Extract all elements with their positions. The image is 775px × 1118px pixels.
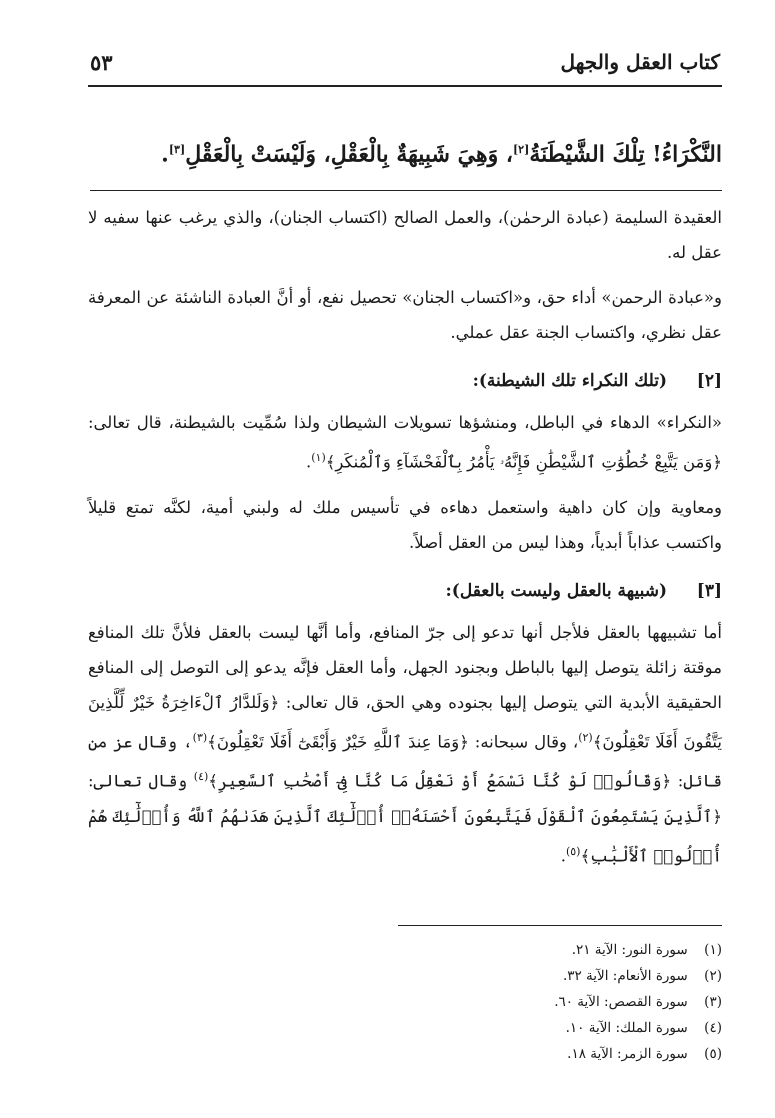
footnote-item (400, 937, 722, 963)
footnote-text: سورة النور: الآية ٢١. (571, 942, 688, 958)
footnotes (400, 937, 722, 1067)
footnote-ref-2: (٢) (578, 730, 593, 744)
paragraph-5-text-d: وقال تعالى: ﴿ٱلَّذِينَ يَسْتَمِعُونَ ٱلْقَوْلَ فَيَتَّبِعُونَ أَحْسَنَهُۥٓ أُو۟لَٰٓئِكَ ٱلَّذِينَ هَدَىٰهُمُ ٱللَّهُ وَأُو۟لَٰٓئِكَ هُمْ أُو۟لُوا۟ ٱلْأَلْبَٰبِ﴾ (88, 771, 722, 865)
footnote-number: (٣) (704, 994, 722, 1010)
footnote-item (400, 1015, 722, 1041)
paragraph-5-end: . (560, 846, 566, 865)
footnote-text: سورة القصص: الآية ٦٠. (554, 994, 688, 1010)
note-3-number: [٣] (696, 580, 722, 601)
verse-ref-b: [٣] (168, 143, 186, 156)
paragraph-2: و«عبادة الرحمن» أداء حق، و«اكتساب الجنان» تحصيل نفع، أو أنَّ العبادة الناشئة عن المعرفة عقل نظري، واكتساب الجنة عقل عملي. (88, 288, 722, 342)
footnote-number: (٤) (704, 1020, 722, 1036)
note-3-title: (شبيهة بالعقل وليست بالعقل): (445, 580, 667, 601)
verse-text-b: ، وَهِيَ شَبِيهَةٌ بِالْعَقْلِ، وَلَيْسَتْ بِالْعَقْلِ (185, 141, 513, 168)
verse-ref-a: [٢] (512, 143, 530, 156)
verse-text-c: . (161, 141, 169, 168)
verse-line (88, 130, 722, 174)
footnote-text: سورة الأنعام: الآية ٣٢. (562, 968, 688, 984)
paragraph-3-end: . (305, 452, 312, 472)
commentary-body (88, 200, 722, 883)
page-header (88, 48, 720, 84)
verse-text-a: النَّكْرَاءُ! تِلْكَ الشَّيْطَنَةُ (529, 141, 722, 168)
note-2-heading (88, 364, 722, 399)
footnote-item (400, 989, 722, 1015)
footnote-text: سورة الملك: الآية ١٠. (565, 1020, 688, 1036)
footnote-ref-5: (٥) (565, 844, 581, 858)
paragraph-5-text-c: ، وقال عز من قائل: ﴿وَقَالُوا۟ لَوْ كُنَّا نَسْمَعُ أَوْ نَعْقِلُ مَا كُنَّا فِىٓ أَصْحَٰبِ ٱلسَّعِيرِ﴾ (88, 732, 723, 791)
header-rule (88, 85, 722, 87)
footnote-ref-3: (٣) (192, 730, 208, 744)
footnote-text: سورة الزمر: الآية ١٨. (567, 1046, 688, 1062)
paragraph-3 (88, 405, 722, 480)
paragraph-4: ومعاوية وإن كان داهية واستعمل دهاءه في تأسيس ملك له ولبني أمية، لكنَّه تمتع قليلاً واكتسب عذاباً أبدياً، وهذا ليس من العقل أصلاً. (88, 497, 722, 552)
footnote-item (400, 963, 722, 989)
verse-rule (90, 190, 722, 191)
book-title: كتاب العقل والجهل (560, 50, 720, 74)
footnote-number: (١) (704, 942, 722, 958)
paragraph-5-text-a: أما تشبيهها بالعقل فلأجل أنها تدعو إلى جرّ المنافع، وأما أنَّها ليست بالعقل فلأنَّ تلك المنافع موقتة زائلة يتوصل إليها بالباطل وبجنود الجهل، وأما العقل فإنَّه يدعو إلى التوصل إلى المنافع الحقيقية الأبدية التي يتوصل إليها بجنوده وهي الحق، قال تعالى: ﴿وَلَلدَّارُ ٱلْءَاخِرَةُ خَيْرٌ لِّلَّذِينَ يَتَّقُونَ أَفَلَا تَعْقِلُونَ﴾ (88, 622, 722, 751)
note-2-number: [٢] (696, 371, 722, 391)
footnote-number: (٢) (704, 968, 722, 984)
footnote-ref-4: (٤) (193, 770, 209, 783)
paragraph-5-text-b: ، وقال سبحانه: ﴿وَمَا عِندَ ٱللَّهِ خَيْرٌ وَأَبْقَىٰٓ أَفَلَا تَعْقِلُونَ﴾ (207, 732, 579, 751)
footnote-number: (٥) (704, 1046, 722, 1062)
paragraph-5 (88, 615, 722, 874)
footnote-item (400, 1041, 722, 1067)
paragraph-3-text: «النكراء» الدهاء في الباطل، ومنشؤها تسويلات الشيطان ولذا سُمِّيت بالشيطنة، قال تعالى: ﴿وَمَن يَتَّبِعْ خُطُوَٰتِ ٱلشَّيْطَٰنِ فَإِنَّهُۥ يَأْمُرُ بِٱلْفَحْشَآءِ وَٱلْمُنكَرِ﴾ (88, 413, 722, 472)
footnote-rule (398, 925, 722, 926)
note-3-heading (88, 574, 722, 609)
page-number: ٥٣ (90, 50, 113, 75)
paragraph-1: العقيدة السليمة (عبادة الرحمٰن)، والعمل الصالح (اكتساب الجنان)، والذي يرغب عنها سفيه لا عقل له. (88, 208, 722, 262)
note-2-title: (تلك النكراء تلك الشيطنة): (472, 371, 667, 391)
footnote-ref-1: (١) (311, 451, 326, 464)
